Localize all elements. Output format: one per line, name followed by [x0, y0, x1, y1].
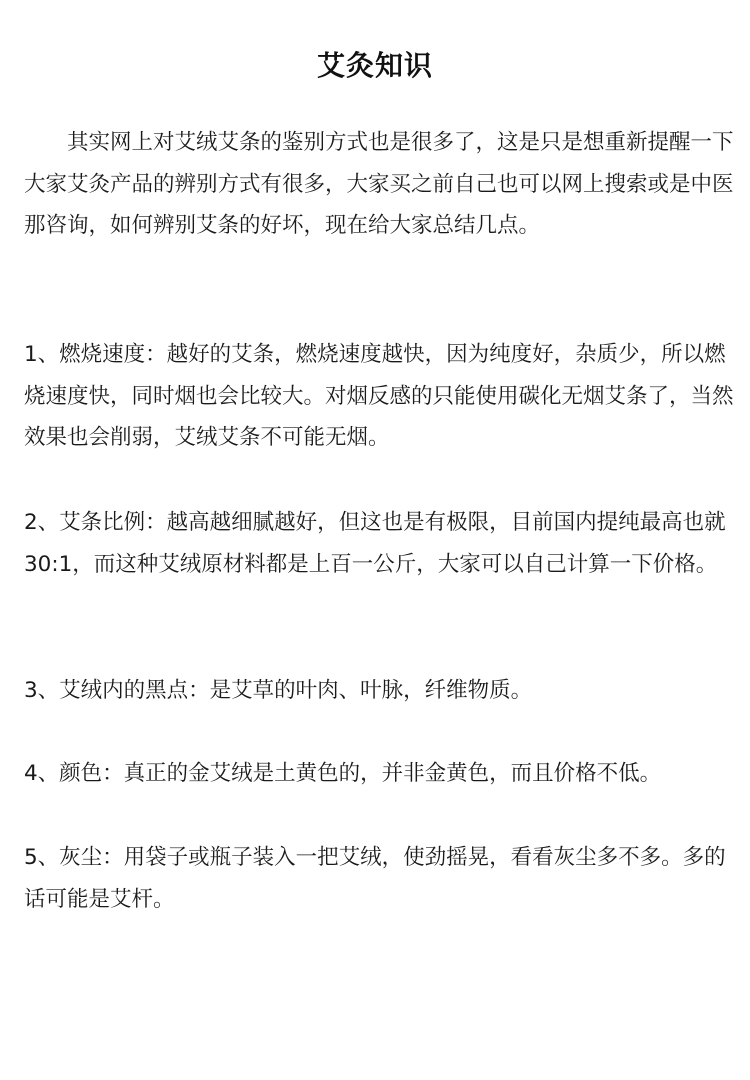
- page-title: 艾灸知识: [316, 49, 433, 82]
- point-dust: 5、灰尘：用袋子或瓶子装入一把艾绒，使劲摇晃，看看灰尘多不多。多的话可能是艾杆。: [24, 845, 726, 912]
- intro-paragraph: 其实网上对艾绒艾条的鉴别方式也是很多了，这是只是想重新提醒一下大家艾灸产品的辨别方式有很多，大家买之前自己也可以网上搜索或是中医那咨询，如何辨别艾条的好坏，现在给大家总结几点。: [24, 130, 734, 238]
- point-color: 4、颜色：真正的金艾绒是土黄色的，并非金黄色，而且价格不低。: [24, 761, 662, 786]
- point-ratio: 2、艾条比例：越高越细腻越好，但这也是有极限，目前国内提纯最高也就30:1，而这种艾绒原材料都是上百一公斤，大家可以自己计算一下价格。: [24, 510, 726, 577]
- point-burning-speed: 1、燃烧速度：越好的艾条，燃烧速度越快，因为纯度好，杂质少，所以燃烧速度快，同时烟也会比较大。对烟反感的只能使用碳化无烟艾条了，当然效果也会削弱，艾绒艾条不可能无烟。: [24, 342, 734, 450]
- point-black-dots: 3、艾绒内的黑点：是艾草的叶肉、叶脉，纤维物质。: [24, 678, 533, 703]
